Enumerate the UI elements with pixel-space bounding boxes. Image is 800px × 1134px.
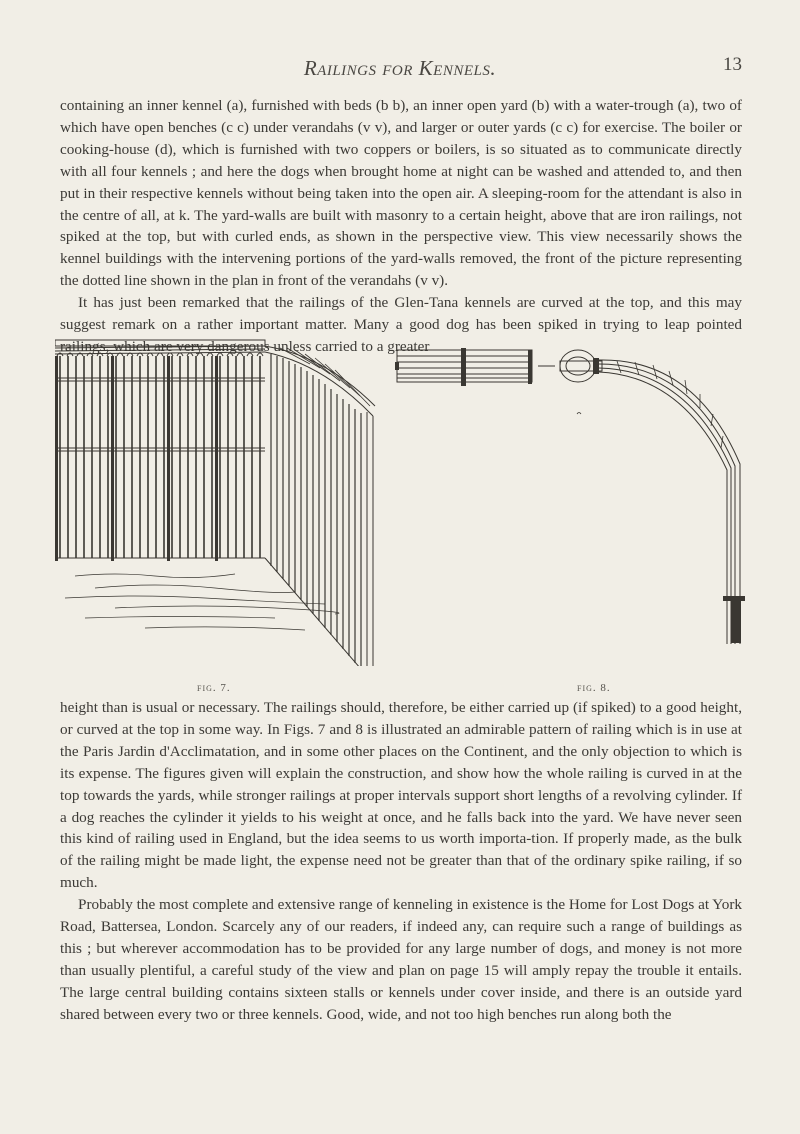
figure-8 xyxy=(395,344,765,664)
railing-section-illustration xyxy=(395,344,765,664)
running-title: Railings for Kennels. xyxy=(303,56,497,80)
figures xyxy=(0,328,800,698)
figure-7-caption: fig. 7. xyxy=(197,682,231,694)
page-number: 13 xyxy=(723,54,742,75)
figure-7 xyxy=(55,336,380,666)
text-block-bottom xyxy=(60,697,742,1026)
running-head xyxy=(0,56,800,80)
paragraph: containing an inner kennel (a), furnished with beds (b b), an inner open yard (b) with a water-trough (a), two of which have open benches (c c) under verandahs (v v), and larger or outer yards (c c) for exercise. The boiler or cooking-house (d), which is furnished with two coppers or boilers, is so situated as to communicate directly with all four kennels ; and here the dogs when brought home at night can be washed and attended to, and then put in their respective kennels without being taken into the open air. A sleeping-room for the attendant is also in the centre of all, at k. The yard-walls are built with masonry to a certain height, above that are iron railings, not spiked at the top, but with curled ends, as shown in the perspective view. This view necessarily shows the kennel buildings with the intervening portions of the yard-walls removed, the front of the picture representing the dotted line shown in the plan in front of the verandahs (v v). xyxy=(60,97,742,290)
paragraph: Probably the most complete and extensive range of kenneling in existence is the Home for Lost Dogs at York Road, Battersea, London. Scarcely any of our readers, if indeed any, can require such a range of buildings as this ; but wherever accommodation has to be provided for any large number of dogs, and money is not more than usually plentiful, a careful study of the view and plan on page 15 will amply repay the trouble it entails. The large central building contains sixteen stalls or kennels under cover inside, and there is an outside yard shared between every two or three kennels. Good, wide, and not too high benches run along both the xyxy=(60,896,742,1023)
text-block-top xyxy=(60,95,742,358)
paragraph: It has just been remarked that the railings of the Glen-Tana kennels are curved at the top, and this may suggest remark on a rather important matter. Many a good dog has been spiked in trying to leap pointed railings, which are very dangerous unless carried to a greater xyxy=(60,294,742,355)
railing-perspective-illustration xyxy=(55,336,380,666)
paragraph: height than is usual or necessary. The railings should, therefore, be either carried up (if spiked) to a good height, or curved at the top in some way. In Figs. 7 and 8 is illustrated an admirable pattern of railing which is in use at the Paris Jardin d'Acclimatation, and in some other places on the Continent, and the only objection to which is its expense. The figures given will explain the construction, and show how the whole railing is curved in at the top towards the yards, while stronger railings at proper intervals support short lengths of a revolving cylinder. If a dog reaches the cylinder it yields to his weight at once, and he falls back into the yard. We have never seen this kind of railing used in England, but the idea seems to us worth importa-tion. If properly made, as the bulk of the railing might be made light, the expense need not be greater than that of the ordinary spike railing, if so much. xyxy=(60,699,742,892)
figure-8-caption: fig. 8. xyxy=(577,682,611,694)
